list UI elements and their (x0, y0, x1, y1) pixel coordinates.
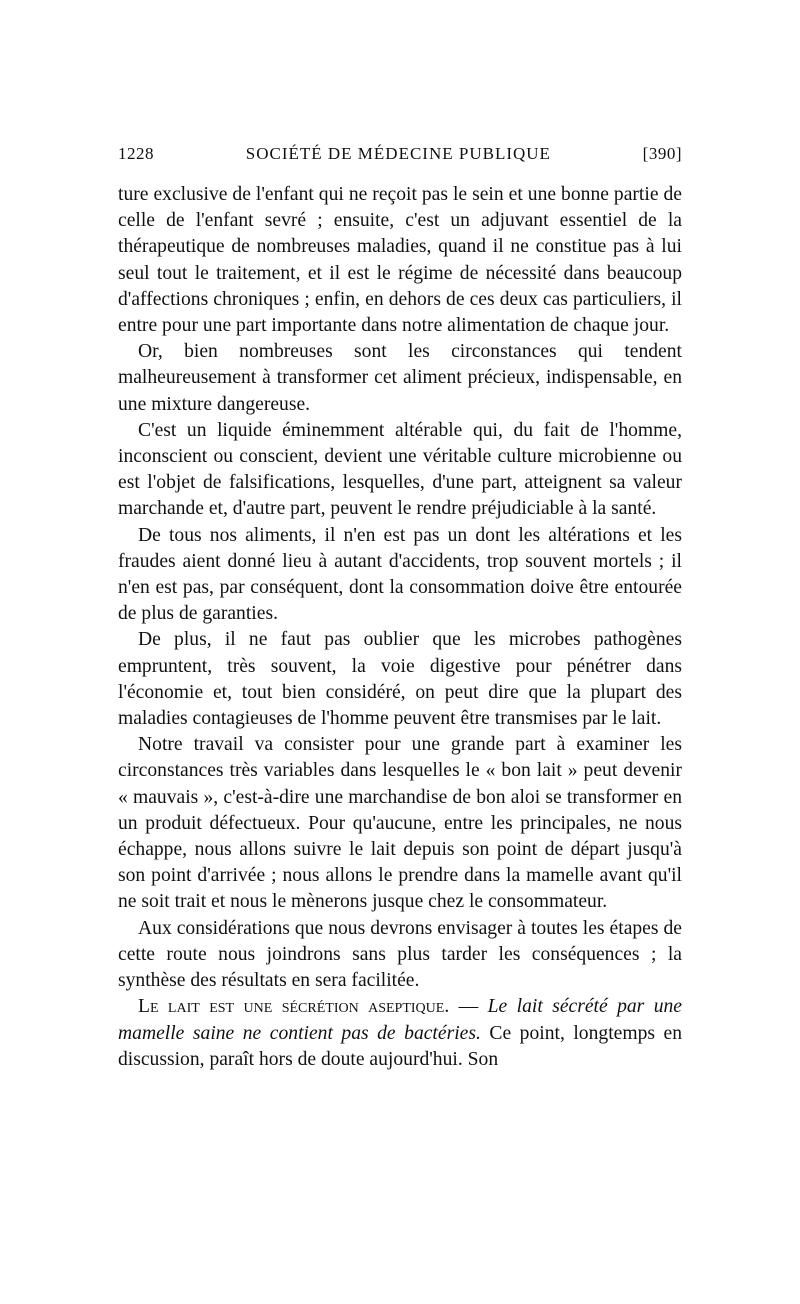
paragraph: Aux considérations que nous devrons envisager à toutes les étapes de cette route nous joindrons sans plus tarder les conséquences ; la synthèse des résultats en sera facilitée. (118, 917, 682, 992)
section-dash: — (449, 996, 488, 1018)
paragraph: Or, bien nombreuses sont les circonstances qui tendent malheureusement à transformer cet aliment précieux, indispensable, en une mixture dangereuse. (118, 341, 682, 415)
page-number: 1228 (118, 144, 154, 163)
paragraph-continued: ture exclusive de l'enfant qui ne reçoit pas le sein et une bonne partie de celle de l'enfant sevré ; ensuite, c'est un adjuvant essentiel de la thérapeutique de nombreuses maladies, quand il ne constitue pas à lui seul tout le traitement, et il est le régime de nécessité dans beaucoup d'affections chroniques ; enfin, en dehors de ces deux cas particuliers, il entre pour une part importante dans notre alimentation de chaque jour. (118, 184, 682, 337)
body-text (118, 182, 682, 1073)
paragraph: De plus, il ne faut pas oublier que les microbes pathogènes empruntent, très souvent, la voie digestive pour pénétrer dans l'économie et, tout bien considéré, on peut dire que la plupart des maladies contagieuses de l'homme peuvent être transmises par le lait. (118, 629, 682, 730)
paragraph: De tous nos aliments, il n'en est pas un dont les altérations et les fraudes aient donné lieu à autant d'accidents, trop souvent mortels ; il n'en est pas, par conséquent, dont la consommation doive être entourée de plus de garanties. (118, 524, 682, 625)
document-page (118, 144, 682, 1073)
paragraph: C'est un liquide éminemment altérable qui, du fait de l'homme, inconscient ou conscient, devient une véritable culture microbienne ou est l'objet de falsifications, lesquelles, d'une part, atteignent sa valeur marchande et, d'autre part, peuvent le rendre préjudiciable à la santé. (118, 419, 682, 520)
section-text: Ce point, longtemps en discussion, paraît hors de doute aujourd'hui. Son (118, 1022, 683, 1070)
section-lead: Le lait sécrété par une mamelle saine ne contient pas de bactéries. (118, 996, 683, 1044)
section-heading: Le lait est une sécrétion aseptique. (138, 996, 450, 1018)
running-head (118, 144, 682, 164)
running-title: SOCIÉTÉ DE MÉDECINE PUBLIQUE (245, 144, 551, 163)
original-page-number: [390] (642, 144, 682, 163)
paragraph: Notre travail va consister pour une grande part à examiner les circonstances très variables dans lesquelles le « bon lait » peut devenir « mauvais », c'est-à-dire une marchandise de bon aloi se transformer en un produit défectueux. Pour qu'aucune, entre les principales, ne nous échappe, nous allons suivre le lait depuis son point de départ jusqu'à son point d'arrivée ; nous allons le prendre dans la mamelle avant qu'il ne soit trait et nous le mènerons jusque chez le consommateur. (118, 734, 682, 913)
section-paragraph (118, 994, 682, 1073)
